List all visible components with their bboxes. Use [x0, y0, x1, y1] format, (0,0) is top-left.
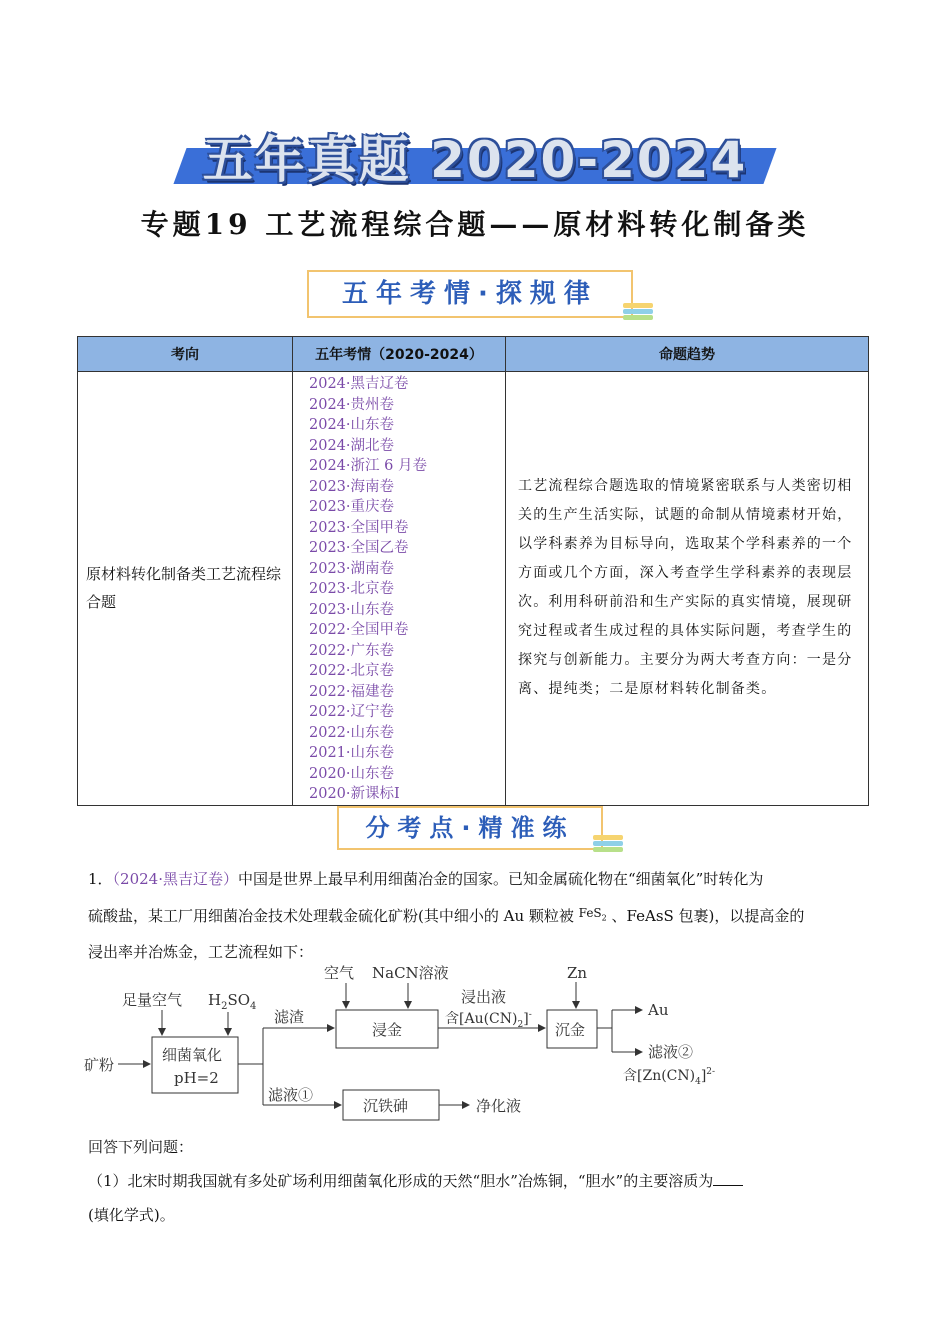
year-item: 2022·辽宁卷: [309, 704, 395, 720]
label-filtrate-1: 滤液①: [268, 1086, 314, 1104]
year-item: 2024·贵州卷: [309, 396, 395, 413]
year-item: 2023·全国甲卷: [309, 519, 409, 536]
year-item: 2022·广东卷: [309, 642, 395, 659]
year-item: 2024·黑吉辽卷: [309, 376, 409, 392]
question-line-1: [88, 862, 868, 896]
books-icon: [593, 834, 623, 852]
label-iron-arsenic: 沉铁砷: [363, 1097, 409, 1115]
section-label-trends-text: 五年考情·探规律: [342, 279, 598, 309]
sub-question-1-tail: (填化学式)。: [88, 1206, 175, 1224]
year-item: 2023·全国乙卷: [309, 540, 409, 556]
label-leach: 浸金: [372, 1021, 403, 1039]
year-item: 2020·新课标Ⅰ: [309, 786, 400, 802]
section-label-practice-text: 分考点·精准练: [365, 814, 575, 842]
label-h2so4: $H_2SO_4$: [208, 991, 257, 1012]
years-cell: [293, 372, 506, 806]
label-air-excess: 足量空气: [122, 991, 183, 1009]
label-residue: 滤渣: [274, 1008, 305, 1026]
header-trend: 命题趋势: [506, 337, 869, 372]
years-list: [309, 372, 505, 805]
question-line-2: [88, 896, 868, 935]
page-title: 专题19 工艺流程综合题——原材料转化制备类: [140, 208, 810, 241]
year-item: 2024·山东卷: [309, 417, 395, 433]
label-leachate-contains: 含$[Au(CN)_2]^-$: [445, 1010, 532, 1030]
year-item: 2023·山东卷: [309, 601, 395, 618]
year-item: 2020·山东卷: [309, 765, 395, 782]
year-item: 2023·重庆卷: [309, 499, 395, 515]
question-intro: [88, 862, 868, 969]
trend-cell: 工艺流程综合题选取的情境紧密联系与人类密切相关的生产生活实际，试题的命制从情境素材开始，以学科素养为目标导向，选取某个学科素养的一个方面或几个方面，深入考查学生学科素养的表现层次。利用科研前沿和生产实际的真实情境，展现研究过程或者生成过程的具体实际问题，考查学生的探究与创新能力。主要分为两大考查方向：一是分离、提纯类；二是原材料转化制备类。: [506, 372, 869, 806]
sub-question-1-text: （1）北宋时期我国就有多处矿场利用细菌氧化形成的天然“胆水”冶炼铜，“胆水”的主要溶质为: [88, 1172, 714, 1190]
label-au: Au: [648, 1001, 669, 1019]
answer-prompt: 回答下列问题：: [88, 1138, 194, 1156]
year-item: 2023·湖南卷: [309, 560, 395, 577]
label-filtrate-2: 滤液②: [648, 1043, 694, 1061]
label-nacn: NaCN溶液: [372, 964, 449, 982]
year-item: 2022·全国甲卷: [309, 622, 409, 638]
year-item: 2024·浙江 6 月卷: [309, 458, 427, 474]
year-item: 2022·北京卷: [309, 663, 395, 679]
question-text-2a: 硫酸盐，某工厂用细菌冶金技术处理载金硫化矿粉(其中细小的 Au 颗粒被: [88, 907, 579, 925]
header-topic: 考向: [78, 337, 293, 372]
books-icon: [623, 302, 653, 320]
header-years: 五年考情（2020-2024）: [293, 337, 506, 372]
section-label-trends: [307, 270, 633, 318]
table-row: [78, 372, 869, 806]
fes2-formula: FeS2: [578, 906, 607, 923]
year-item: 2023·海南卷: [309, 478, 395, 495]
label-air: 空气: [324, 964, 355, 982]
answer-blank[interactable]: [713, 1171, 743, 1186]
question-line-3: 浸出率并冶炼金，工艺流程如下：: [88, 943, 314, 962]
year-item: 2021·山东卷: [309, 745, 395, 761]
question-body: [88, 1130, 868, 1232]
label-oxidation-2: pH=2: [174, 1069, 219, 1087]
question-source: （2024·黑吉辽卷）: [112, 870, 238, 888]
label-zn: Zn: [567, 964, 588, 982]
question-text-1: 中国是世界上最早利用细菌冶金的国家。已知金属硫化物在“细菌氧化”时转化为: [238, 870, 764, 888]
process-flow-diagram: [80, 960, 760, 1130]
label-purified: 净化液: [476, 1097, 522, 1115]
year-item: 2023·北京卷: [309, 581, 395, 597]
year-item: 2022·福建卷: [309, 683, 395, 700]
banner-text: 五年真题 2020-2024: [202, 131, 748, 189]
exam-trend-table: [77, 336, 869, 806]
question-text-2b: 、FeAsS 包裹)，以提高金的: [606, 907, 805, 925]
label-filtrate-2-contains: 含$[Zn(CN)_4]^{2-}$: [623, 1067, 716, 1087]
label-leachate: 浸出液: [461, 988, 507, 1006]
label-ore: 矿粉: [84, 1056, 115, 1074]
table-header-row: [78, 337, 869, 372]
year-item: 2022·山东卷: [309, 724, 395, 741]
sub-question-1: [88, 1164, 868, 1198]
question-number: 1．: [88, 870, 113, 888]
section-label-practice: [337, 806, 603, 850]
topic-cell: 原材料转化制备类工艺流程综合题: [78, 372, 293, 806]
year-item: 2024·湖北卷: [309, 437, 395, 454]
label-precipitate-gold: 沉金: [555, 1021, 586, 1039]
label-oxidation-1: 细菌氧化: [162, 1046, 223, 1064]
header-banner: [180, 120, 770, 189]
